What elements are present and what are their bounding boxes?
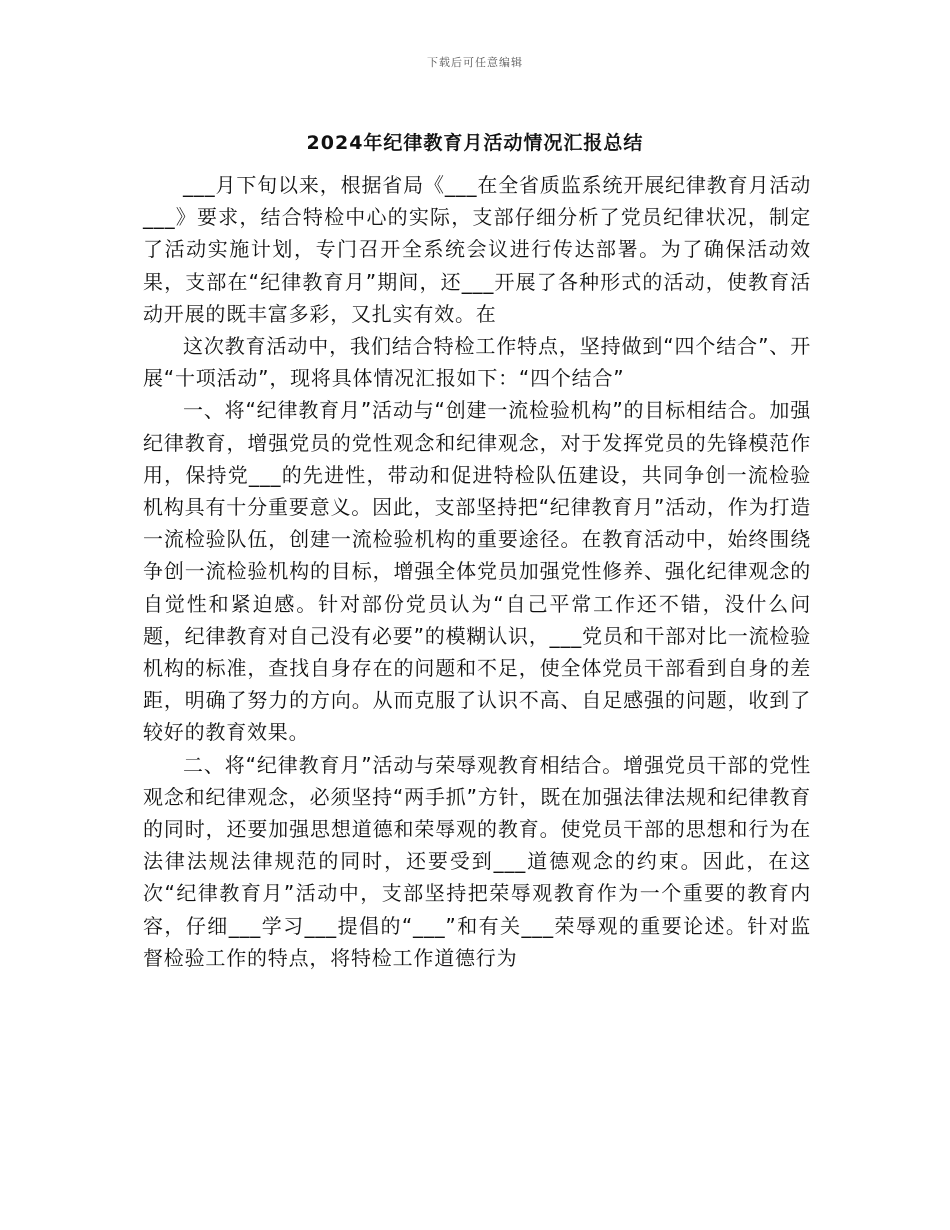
header-note: 下载后可任意编辑 [427,56,523,69]
paragraph-overview: 这次教育活动中，我们结合特检工作特点，坚持做到“四个结合”、开展“十项活动”，现将具体情况汇报如下：“四个结合” [143,334,811,391]
document-title: 2024年纪律教育月活动情况汇报总结 [306,132,644,154]
paragraph-section-one: 一、将“纪律教育月”活动与“创建一流检验机构”的目标相结合。加强纪律教育，增强党员的党性观念和纪律观念，对于发挥党员的先锋模范作用，保持党___的先进性，带动和促进特检队伍建设，共同争创一流检验机构具有十分重要意义。因此，支部坚持把“纪律教育月”活动，作为打造一流检验队伍，创建一流检验机构的重要途径。在教育活动中，始终围绕争创一流检验机构的目标，增强全体党员加强党性修养、强化纪律观念的自觉性和紧迫感。针对部份党员认为“自己平常工作还不错，没什么问题，纪律教育对自己没有必要”的模糊认识，___党员和干部对比一流检验机构的标准，查找自身存在的问题和不足，使全体党员干部看到自身的差距，明确了努力的方向。从而克服了认识不高、自足感强的问题，收到了较好的教育效果。 [143,398,811,745]
paragraph-intro: ___月下旬以来，根据省局《___在全省质监系统开展纪律教育月活动___》要求，结合特检中心的实际，支部仔细分析了党员纪律状况，制定了活动实施计划，专门召开全系统会议进行传达部署。为了确保活动效果，支部在“纪律教育月”期间，还___开展了各种形式的活动，使教育活动开展的既丰富多彩，又扎实有效。在 [143,173,811,326]
paragraph-section-two: 二、将“纪律教育月”活动与荣辱观教育相结合。增强党员干部的党性观念和纪律观念，必须坚持“两手抓”方针，既在加强法律法规和纪律教育的同时，还要加强思想道德和荣辱观的教育。使党员干部的思想和行为在法律法规法律规范的同时，还要受到___道德观念的约束。因此，在这次“纪律教育月”活动中，支部坚持把荣辱观教育作为一个重要的教育内容，仔细___学习___提倡的“___”和有关___荣辱观的重要论述。针对监督检验工作的特点，将特检工作道德行为 [143,752,811,970]
document-body [143,169,811,974]
